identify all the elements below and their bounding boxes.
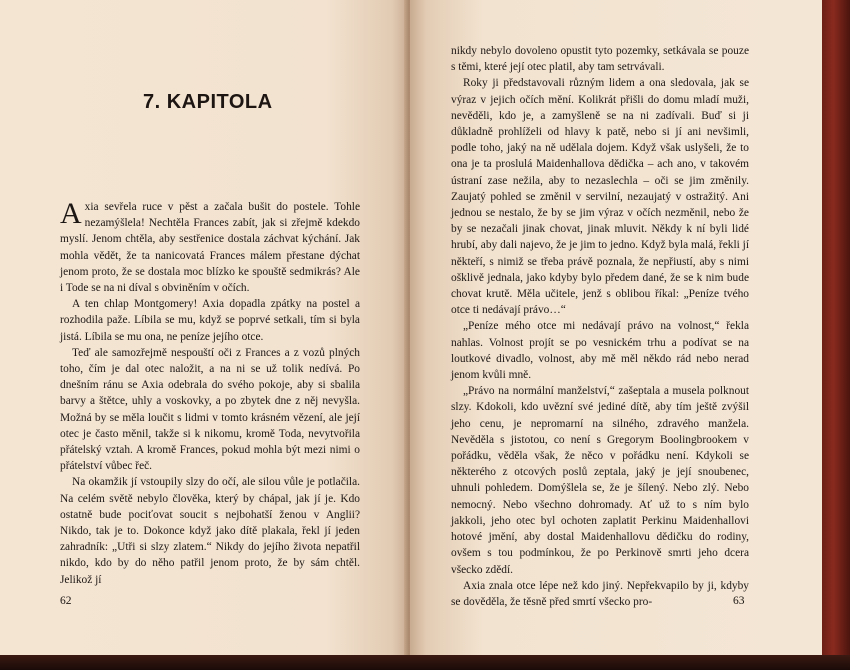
page-number: 62 xyxy=(60,595,72,607)
left-page-text xyxy=(60,199,360,588)
right-page xyxy=(410,0,822,655)
book-cover-edge xyxy=(822,0,850,670)
paragraph: Roky ji představovali různým lidem a ona sledovala, jak se výraz v jejich očích mění. Kolikrát přišli do domu mladí muži, nevěděli, kdo je, a zamyšleně se na ni zadívali. Buď si ji důkladně prohlíželi od hlavy k patě, nebo si jí ani nevšimli, podle toho, jaký na ně udělala dojem. Když však uslyšeli, že to ona je ta proslulá Maidenhallova dědička – ach ano, v takovém ústraní zase nežila, aby to nezaslechla – oči se jim změnily. Zaujatý pohled se změnil v servilní, nezaujatý v ostražitý. Ani jednou se nestalo, že by se jim výraz v očích nezměnil, nebo že by se nezačali jinak chovat, jinak mluvit. Někdy k ní byli lidé hrubí, aby dali najevo, že je jim to jedno. Když byla malá, řekli jí někteří, s nimiž se třeba právě poznala, že nepřiustí, aby s nimi ošklivě jednala, jako kdyby bylo předem dané, že se k nim bude chovat krutě. Měla učitele, jenž s oblibou říkal: „Peníze tvého otce ti nedávají právo…“ xyxy=(451,77,749,317)
paragraph: Teď ale samozřejmě nespouští oči z Frances a z vozů plných toho, čím je dal otec naložit, a na ni se už tolik nedívá. Po dnešním ránu se Axia odebrala do svého pokoje, aby si sbalila barvy a štětce, uhly a voskovky, a po zbytek dne z něj nevyšla. Možná by se měla loučit s lidmi v tomto krásném vězení, ale její otec je často měnil, takže si k nikomu, kromě Toda, nevytvořila přátelský vztah. A kromě Frances, pokud mohla být mezi nimi o přátelství vůbec řeč. xyxy=(60,346,360,473)
paragraph-text: xia sevřela ruce v pěst a začala bušit do postele. Tohle nezamýšlela! Nechtěla Frances zabít, jak si zřejmě kdekdo myslí. Jenom chtěla, aby sestřenice dostala záchvat kýchání. Jak mohla vědět, že ta nanicovatá Frances málem přestane dýchat jenom proto, že se dostala moc blízko ke spouště sedmikrás? Ale i Tode se na ni díval s obviněním v očích. xyxy=(60,201,360,295)
paragraph: A ten chlap Montgomery! Axia dopadla zpátky na postel a rozhodila paže. Líbila se mu, když se poprvé setkali, tím si byla jistá. Líbila se mu ona, ne peníze jejího otce. xyxy=(60,298,360,343)
paragraph: „Peníze mého otce mi nedávají právo na volnost,“ řekla nahlas. Volnost projít se po vesnickém trhu a podívat se na loutkové divadlo, volnost, aby mě měl někdo rád nebo nerad jenom kvůli mně. xyxy=(451,320,749,382)
paragraph: Axia znala otce lépe než kdo jiný. Nepřekvapilo by ji, kdyby se dověděla, že těsně před smrtí všecko pro- xyxy=(451,579,749,608)
paragraph: Na okamžik jí vstoupily slzy do očí, ale silou vůle je potlačila. Na celém světě nebylo člověka, který by chápal, jak jí je. Kdo ostatně bude pociťovat soucit s nejbohatší ženou v Anglii? Nikdo, tak je to. Dokonce když jako dítě plakala, řekl jí jeden zahradník: „Utři si slzy zlatem.“ Nikdy do jejího života nepatřil nikdo, kdo by do něho patřil jenom proto, že by sám chtěl. Jelikož jí xyxy=(60,476,360,586)
paragraph: nikdy nebylo dovoleno opustit tyto pozemky, setkávala se pouze s těmi, které její otec platil, aby tam setrvávali. xyxy=(451,45,749,74)
paragraph xyxy=(60,199,360,296)
drop-cap: A xyxy=(60,197,82,230)
left-page xyxy=(0,0,408,655)
paragraph: „Právo na normální manželství,“ zašeptala a musela polknout slzy. Kdokoli, kdo uvězní své jediné dítě, aby tím ještě zvýšil jeho cenu, je nepromarní na silného, zdravého manžela. Nevěděla s jistotou, co není s Gregorym Boolingbrookem v pořádku, věděla však, že něco v pořádku není. Kdykoli se některého z otcových poslů zeptala, jaký je její snoubenec, uhnuli pohledem. Domýšlela se, že je šílený. Nebo zlý. Nebo nemocný. Nebo všechno dohromady. Ať už to s ním bylo jakkoli, jeho otec byl ochoten zaplatit Perkinu Maidenhallovi hotové jmění, aby dostal Maidenhallovu dědičku do rodiny, ovšem s tou podmínkou, že po Perkinově smrti jeho dcera všecko zdědí. xyxy=(451,385,749,576)
chapter-title: 7. KAPITOLA xyxy=(143,91,273,113)
page-number: 63 xyxy=(733,595,745,607)
right-page-text xyxy=(451,43,749,610)
book-bottom-edge xyxy=(0,655,850,670)
